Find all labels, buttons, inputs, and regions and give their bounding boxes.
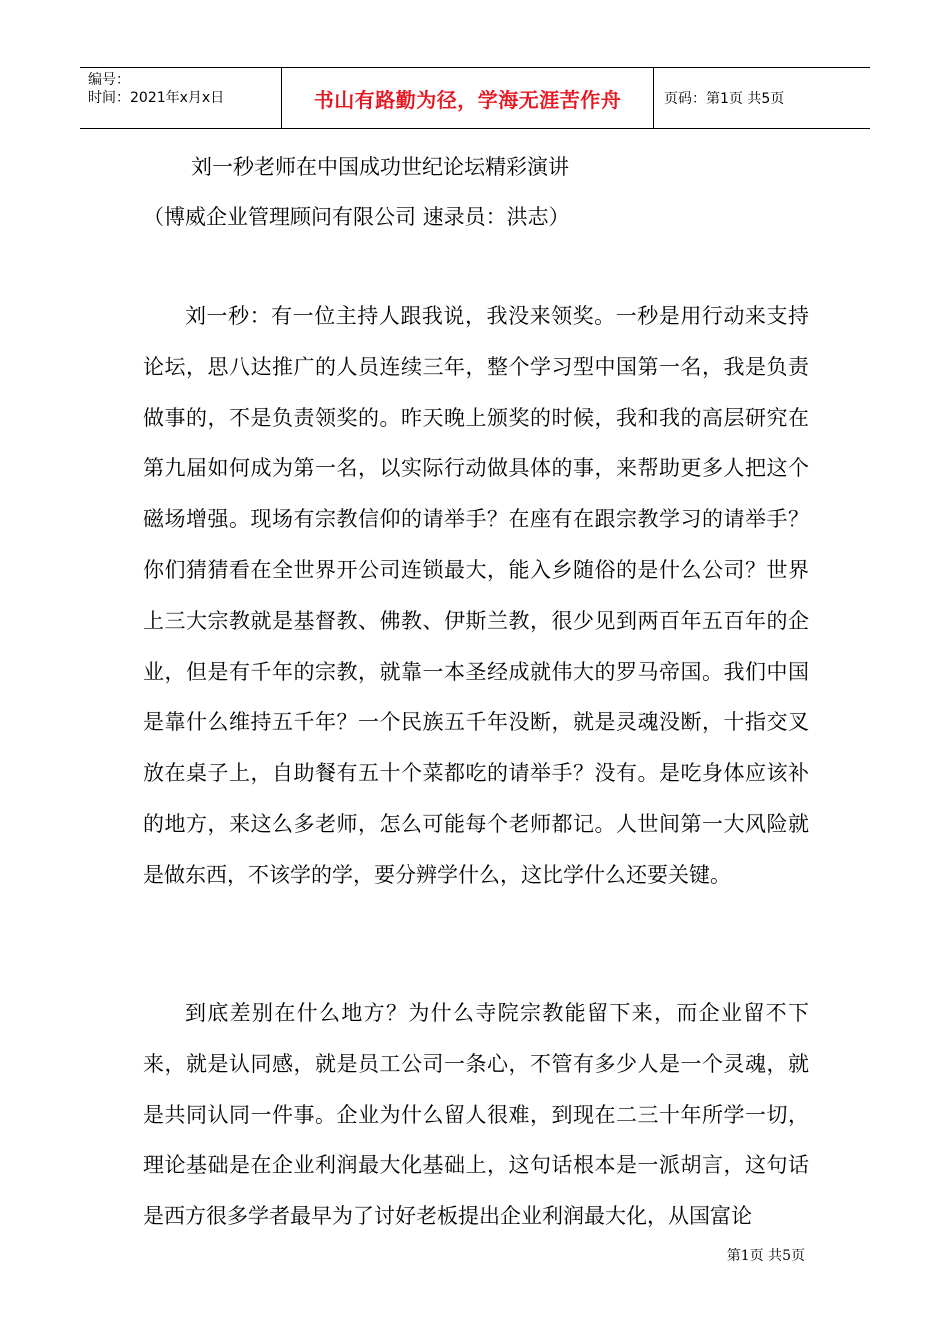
document-title: 刘一秒老师在中国成功世纪论坛精彩演讲 — [191, 155, 569, 179]
header-page-cell — [654, 68, 870, 128]
header-meta-cell — [80, 68, 282, 128]
header-table — [80, 67, 870, 129]
header-motto-cell — [282, 68, 654, 128]
code-label: 编号： — [88, 72, 130, 88]
time-label: 时间：2021年x月x日 — [88, 90, 225, 106]
paragraph-1: 刘一秒：有一位主持人跟我说，我没来领奖。一秒是用行动来支持论坛，思八达推广的人员连续三年，整个学习型中国第一名，我是负责做事的，不是负责领奖的。昨天晚上颁奖的时候，我和我的高层研究在第九届如何成为第一名，以实际行动做具体的事，来帮助更多人把这个磁场增强。现场有宗教信仰的请举手？在座有在跟宗教学习的请举手？你们猜猜看在全世界开公司连锁最大，能入乡随俗的是什么公司？世界上三大宗教就是基督教、佛教、伊斯兰教，很少见到两百年五百年的企业，但是有千年的宗教，就靠一本圣经成就伟大的罗马帝国。我们中国是靠什么维持五千年？一个民族五千年没断，就是灵魂没断，十指交叉放在桌子上，自助餐有五十个菜都吃的请举手？没有。是吃身体应该补的地方，来这么多老师，怎么可能每个老师都记。人世间第一大风险就是做东西，不该学的学，要分辨学什么，这比学什么还要关键。 — [143, 304, 809, 887]
motto-text: 书山有路勤为径，学海无涯苦作舟 — [313, 87, 622, 112]
document-subtitle: （博威企业管理顾问有限公司 速录员：洪志） — [143, 205, 570, 229]
footer-page-number: 第1页 共5页 — [726, 1248, 805, 1264]
header-page-label: 页码：第1页 共5页 — [664, 91, 785, 107]
paragraph-2: 到底差别在什么地方？为什么寺院宗教能留下来，而企业留不下来，就是认同感，就是员工公司一条心，不管有多少人是一个灵魂，就是共同认同一件事。企业为什么留人很难，到现在二三十年所学一切，理论基础是在企业利润最大化基础上，这句话根本是一派胡言，这句话是西方很多学者最早为了讨好老板提出企业利润最大化，从国富论 — [143, 1001, 809, 1229]
